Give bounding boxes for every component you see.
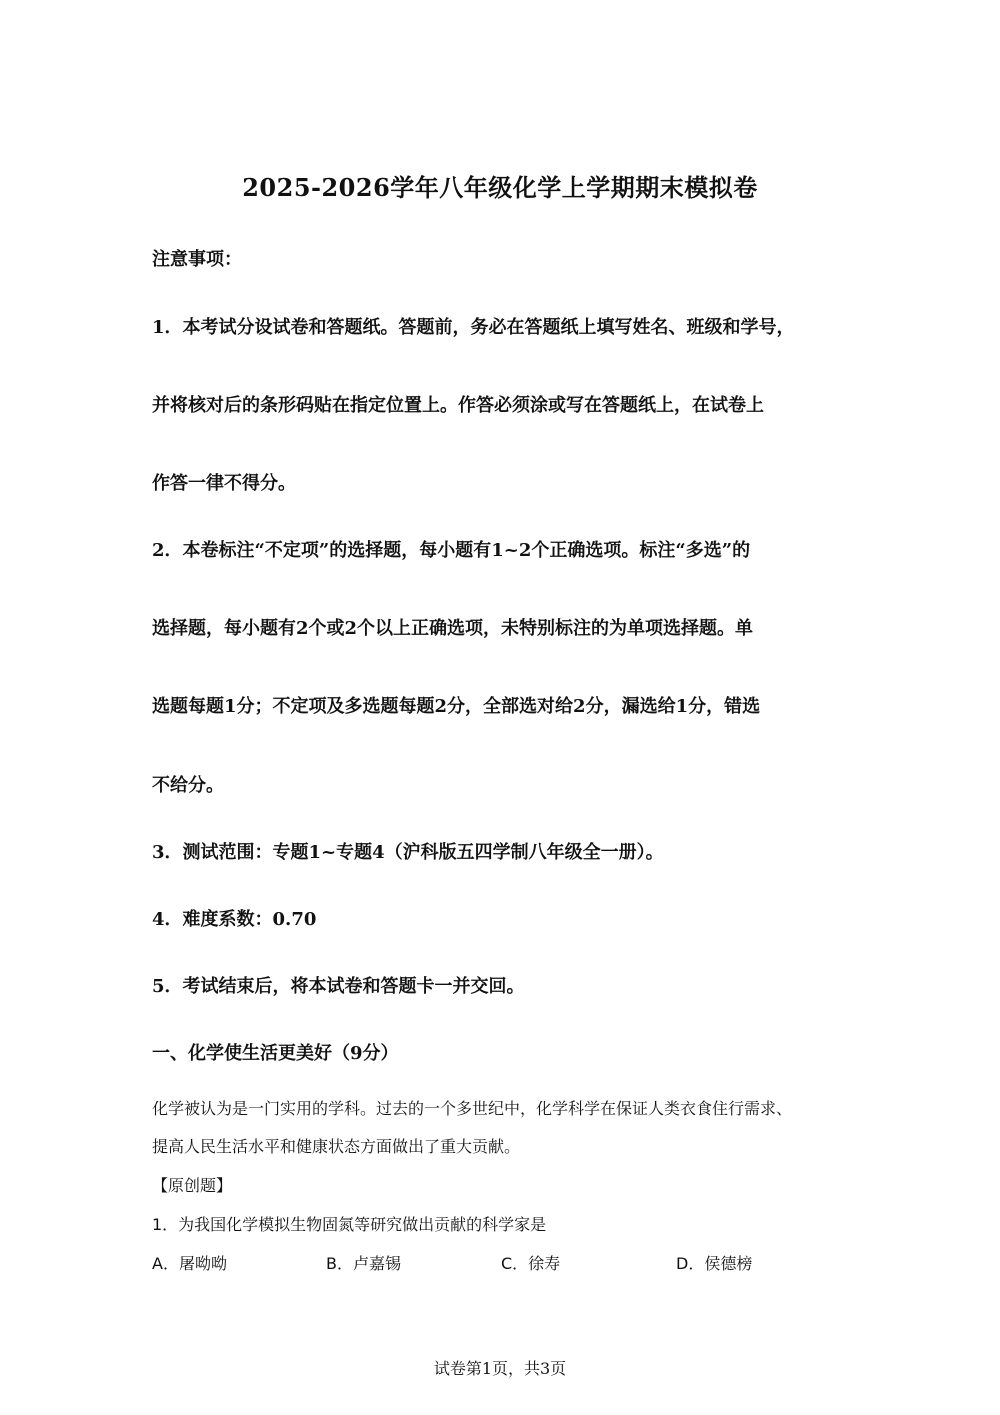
question-stem: 1．为我国化学模拟生物固氮等研究做出贡献的科学家是	[152, 1215, 547, 1234]
notice-line: 选题每题1分；不定项及多选题每题2分，全部选对给2分，漏选给1分，错选	[152, 696, 761, 717]
notice-line: 选择题，每小题有2个或2个以上正确选项，未特别标注的为单项选择题。单	[152, 618, 754, 639]
notice-line: 1．本考试分设试卷和答题纸。答题前，务必在答题纸上填写姓名、班级和学号，	[152, 317, 795, 338]
option-c: C．徐寿	[501, 1254, 561, 1273]
notice-line: 4．难度系数：0.70	[152, 909, 317, 930]
notice-line: 2．本卷标注“不定项”的选择题，每小题有1~2个正确选项。标注“多选”的	[152, 540, 751, 561]
exam-title: 2025-2026学年八年级化学上学期期末模拟卷	[242, 173, 758, 202]
notice-line: 5．考试结束后，将本试卷和答题卡一并交回。	[152, 976, 525, 997]
notice-heading: 注意事项：	[152, 249, 242, 270]
notice-line: 并将核对后的条形码贴在指定位置上。作答必须涂或写在答题纸上，在试卷上	[152, 395, 764, 416]
option-b: B．卢嘉锡	[326, 1254, 401, 1273]
notice-line: 不给分。	[152, 775, 224, 796]
notice-line: 3．测试范围：专题1~专题4（沪科版五四学制八年级全一册）。	[152, 842, 664, 863]
section-intro-line: 化学被认为是一门实用的学科。过去的一个多世纪中，化学科学在保证人类衣食住行需求、	[152, 1099, 793, 1118]
page-footer: 试卷第1页，共3页	[433, 1359, 567, 1378]
question-tag: 【原创题】	[152, 1176, 233, 1195]
section-intro-line: 提高人民生活水平和健康状态方面做出了重大贡献。	[152, 1137, 521, 1156]
option-d: D．侯德榜	[676, 1254, 753, 1273]
notice-line: 作答一律不得分。	[152, 473, 296, 494]
section-heading: 一、化学使生活更美好（9分）	[152, 1043, 399, 1064]
option-a: A．屠呦呦	[152, 1254, 227, 1273]
